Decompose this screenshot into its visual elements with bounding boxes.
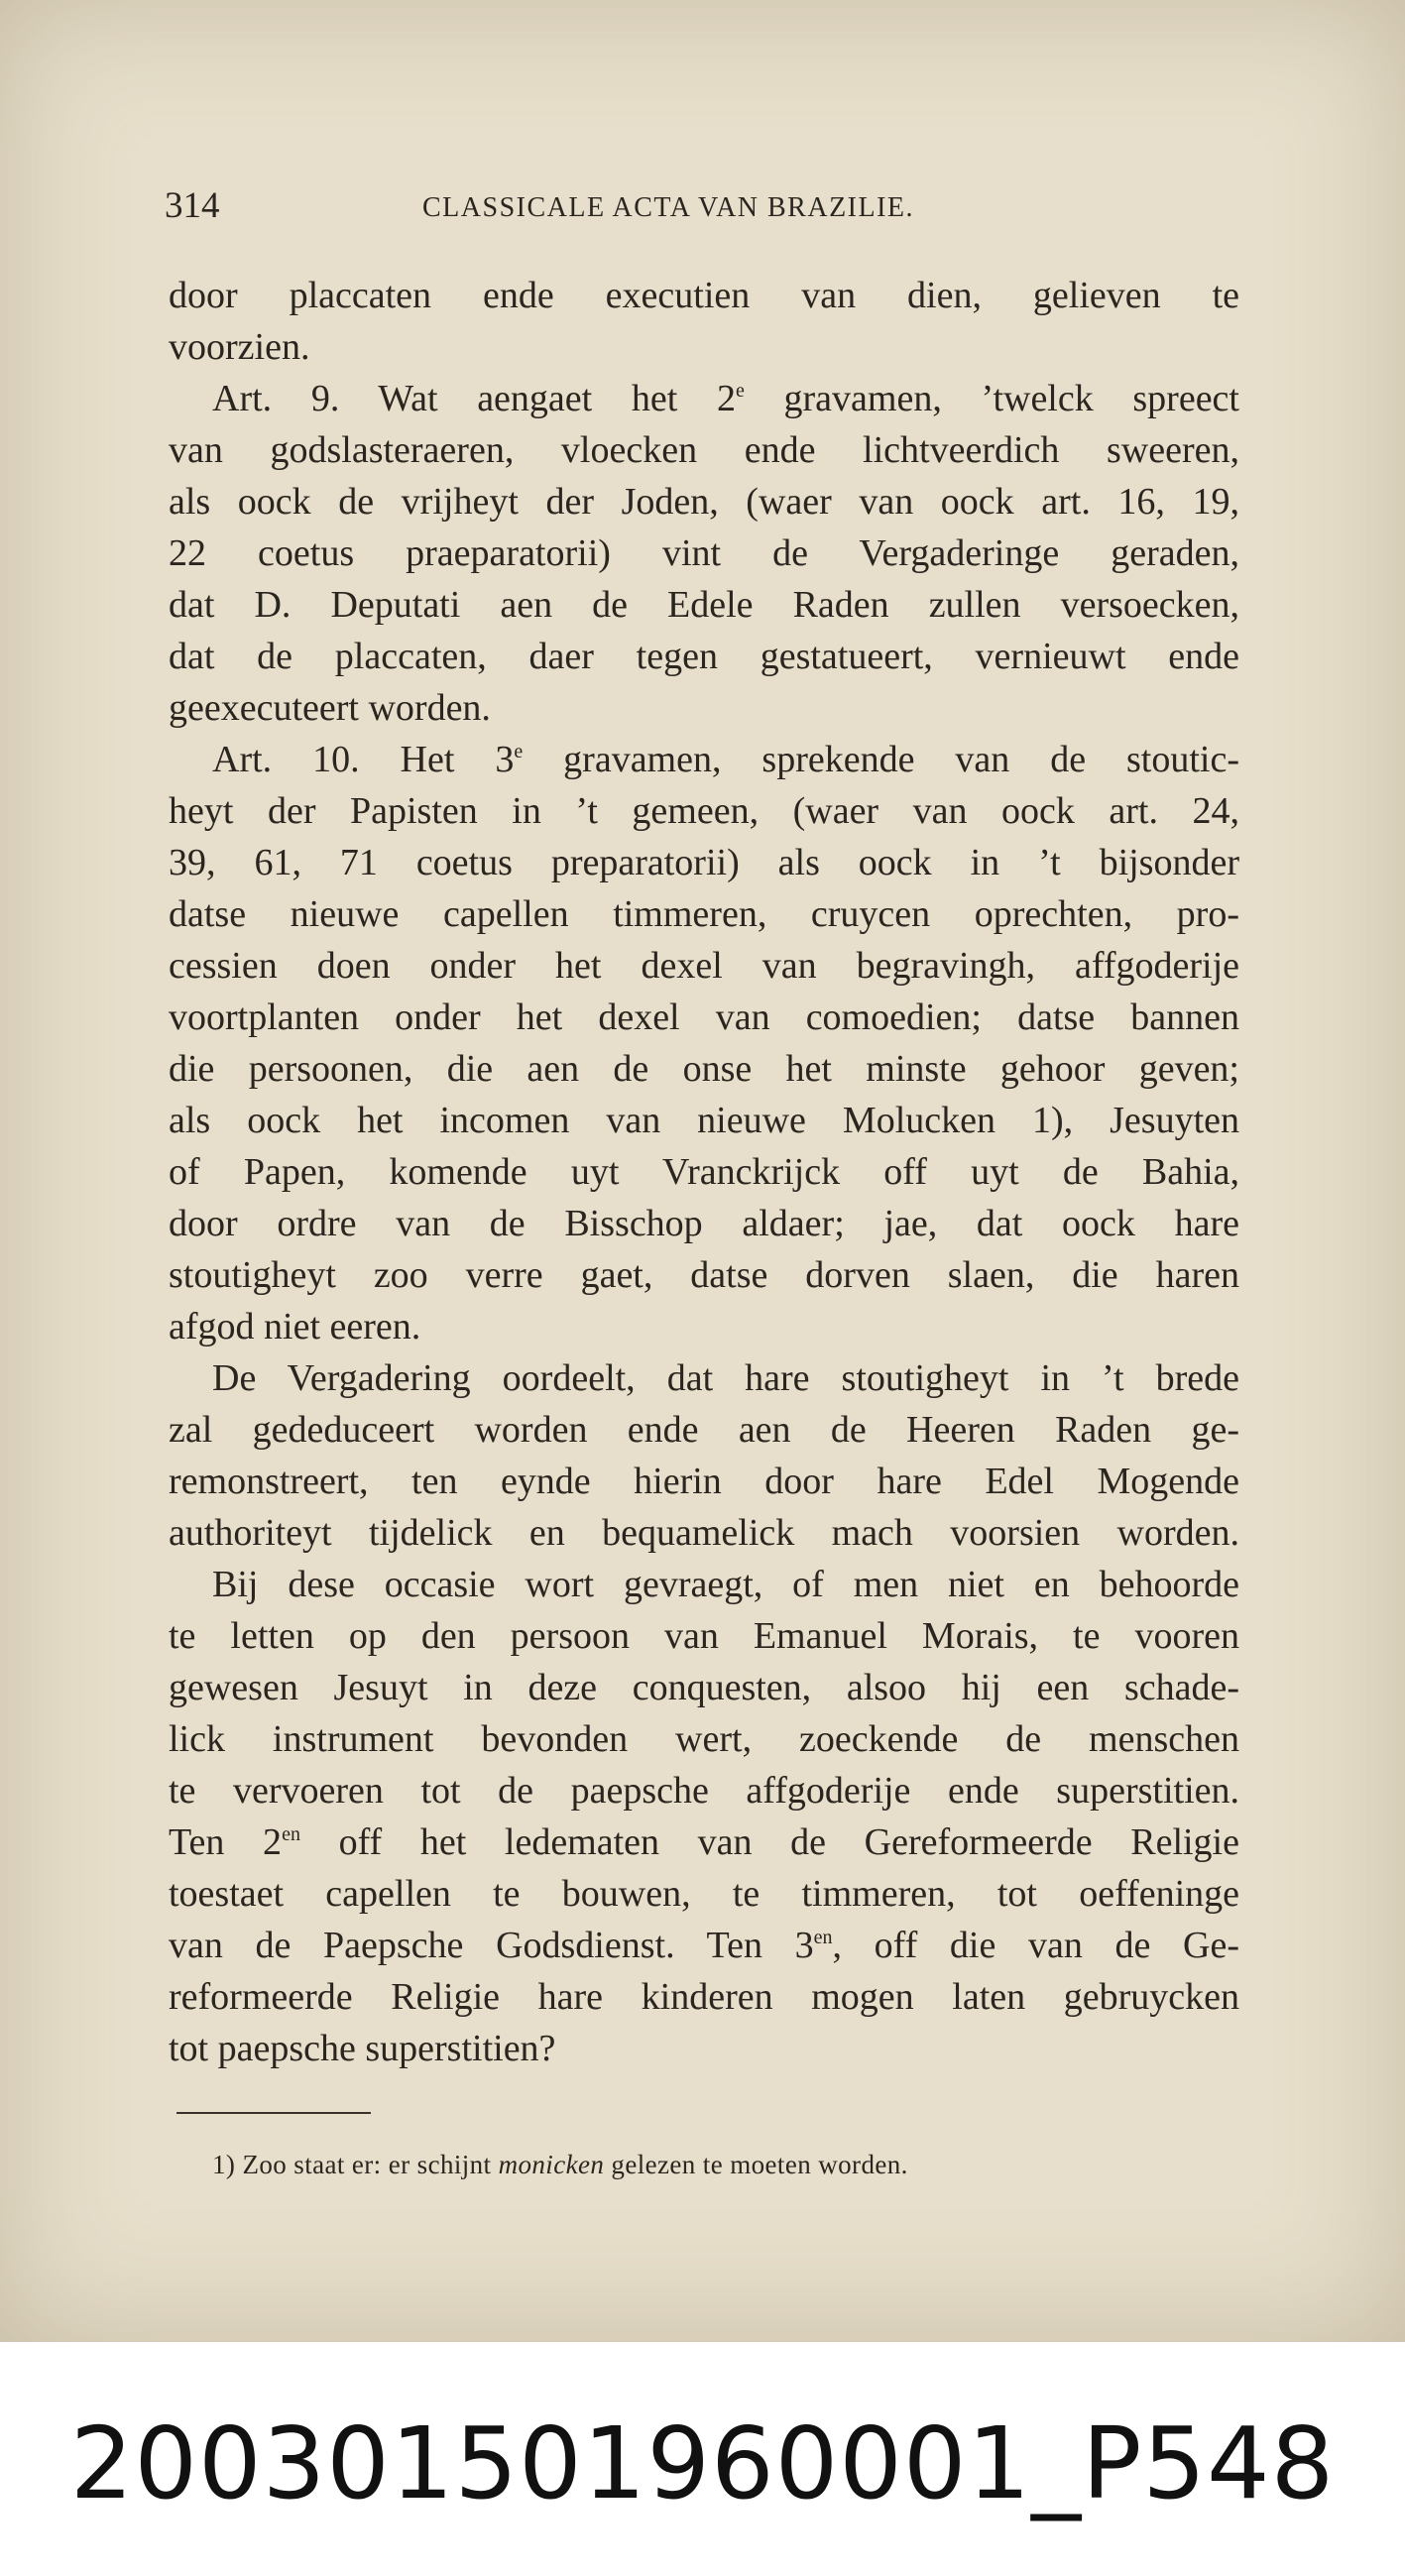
text-fragment: off het ledematen van de Gereformeerde Religie (299, 1821, 1239, 1863)
text-line: authoriteyt tijdelick en bequamelick mach voorsien worden. (169, 1512, 1239, 1554)
page-number: 314 (165, 185, 220, 226)
text-line: te letten op den persoon van Emanuel Morais, te vooren (169, 1615, 1239, 1657)
text-line: cessien doen onder het dexel van begravingh, affgoderije (169, 945, 1239, 987)
text-line: voorzien. (169, 326, 310, 368)
footnote-text: 1) Zoo staat er: er schijnt (212, 2150, 499, 2179)
footnote-divider (176, 2112, 371, 2114)
text-line: door placcaten ende executien van dien, gelieven te (169, 275, 1239, 316)
superscript: e (735, 380, 745, 402)
text-line: reformeerde Religie hare kinderen mogen laten gebruycken (169, 1976, 1239, 2018)
text-fragment: Art. 9. Wat aengaet het 2 (212, 378, 736, 419)
text-line: tot paepsche superstitien? (169, 2028, 556, 2069)
superscript: en (282, 1823, 300, 1845)
text-fragment: van de Paepsche Godsdienst. Ten 3 (169, 1925, 814, 1966)
text-line: gewesen Jesuyt in deze conquesten, alsoo hij een schade- (169, 1667, 1239, 1708)
text-line (169, 1920, 1239, 1971)
text-line: die persoonen, die aen de onse het minste gehoor geven; (169, 1048, 1239, 1090)
text-fragment: Ten 2 (169, 1821, 283, 1863)
text-line: geexecuteert worden. (169, 687, 491, 729)
text-line: heyt der Papisten in ’t gemeen, (waer van oock art. 24, (169, 790, 1239, 832)
superscript: en (813, 1927, 833, 1948)
text-line: als oock de vrijheyt der Joden, (waer van oock art. 16, 19, (169, 481, 1239, 523)
text-line: 22 coetus praeparatorii) vint de Vergaderinge geraden, (169, 532, 1239, 574)
running-title: CLASSICALE ACTA VAN BRAZILIE. (422, 192, 915, 223)
text-line (169, 373, 1239, 424)
text-line: dat D. Deputati aen de Edele Raden zullen versoecken, (169, 584, 1239, 626)
text-line (169, 734, 1239, 785)
footnote-text: gelezen te moeten worden. (604, 2150, 908, 2179)
page-header (165, 184, 1239, 234)
text-fragment: gravamen, sprekende van de stoutic- (523, 739, 1239, 780)
text-line: 39, 61, 71 coetus preparatorii) als oock in ’t bijsonder (169, 842, 1239, 883)
text-line: zal gededuceert worden ende aen de Heeren Raden ge- (169, 1409, 1239, 1451)
text-line (169, 1816, 1239, 1868)
text-line: lick instrument bevonden wert, zoeckende de menschen (169, 1718, 1239, 1760)
footnote-italic: monicken (498, 2150, 605, 2179)
superscript: e (514, 741, 524, 762)
text-fragment: Art. 10. Het 3 (212, 739, 515, 780)
text-line: van godslasteraeren, vloecken ende lichtveerdich sweeren, (169, 429, 1239, 471)
text-line: De Vergadering oordeelt, dat hare stoutigheyt in ’t brede (212, 1357, 1239, 1399)
text-line: toestaet capellen te bouwen, te timmeren, tot oeffeninge (169, 1873, 1239, 1915)
text-line: remonstreert, ten eynde hierin door hare Edel Mogende (169, 1461, 1239, 1502)
footnote (212, 2144, 908, 2185)
text-line: Bij dese occasie wort gevraegt, of men niet en behoorde (212, 1564, 1239, 1605)
text-line: of Papen, komende uyt Vranckrijck off uyt de Bahia, (169, 1151, 1239, 1193)
text-fragment: , off die van de Ge- (832, 1925, 1239, 1966)
text-line: te vervoeren tot de paepsche affgoderije ende superstitien. (169, 1770, 1239, 1812)
text-line: als oock het incomen van nieuwe Molucken 1), Jesuyten (169, 1100, 1239, 1141)
text-line: door ordre van de Bisschop aldaer; jae, dat oock hare (169, 1203, 1239, 1244)
scan-id-label: 20030150196000​1_P548 (69, 2405, 1336, 2521)
text-line: voortplanten onder het dexel van comoedien; datse bannen (169, 996, 1239, 1038)
text-fragment: gravamen, ’twelck spreect (744, 378, 1239, 419)
text-line: afgod niet eeren. (169, 1306, 421, 1347)
text-line: dat de placcaten, daer tegen gestatueert, vernieuwt ende (169, 636, 1239, 677)
text-line: datse nieuwe capellen timmeren, cruycen oprechten, pro- (169, 893, 1239, 935)
text-line: stoutigheyt zoo verre gaet, datse dorven slaen, die haren (169, 1254, 1239, 1296)
